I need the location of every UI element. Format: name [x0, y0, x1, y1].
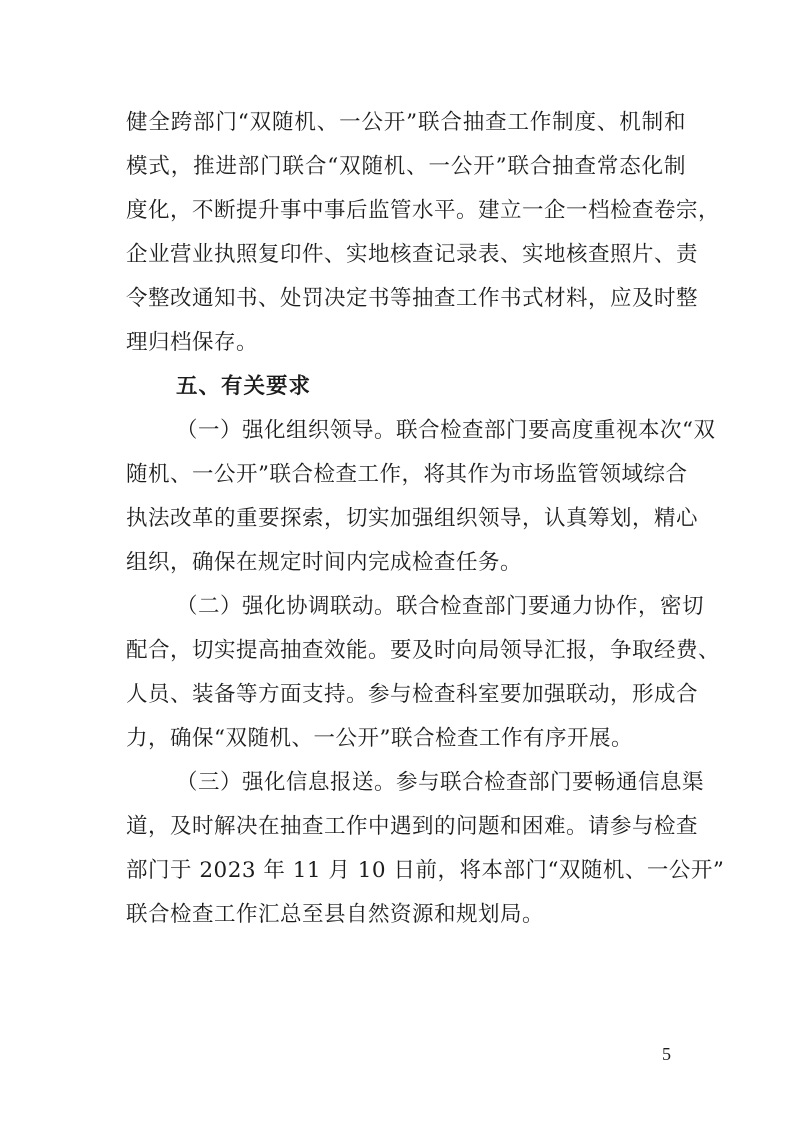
text-line: 人员、装备等方面支持。参与检查科室要加强联动，形成合	[126, 682, 699, 707]
text-line: （二）强化协调联动。联合检查部门要通力协作，密切	[176, 594, 705, 619]
text-line: （三）强化信息报送。参与联合检查部门要畅通信息渠	[176, 770, 705, 795]
text-line: 联合检查工作汇总至县自然资源和规划局。	[126, 902, 545, 927]
text-line: （一）强化组织领导。联合检查部门要高度重视本次“双	[176, 418, 716, 443]
text-line: 模式，推进部门联合“双随机、一公开”联合抽查常态化制	[126, 154, 686, 179]
text-line: 随机、一公开”联合检查工作，将其作为市场监管领域综合	[126, 462, 688, 487]
text-line: 企业营业执照复印件、实地核查记录表、实地核查照片、责	[126, 242, 699, 267]
section-heading: 五、有关要求	[176, 374, 312, 399]
page-number: 5	[662, 1044, 671, 1064]
text-line: 部门于 2023 年 11 月 10 日前，将本部门“双随机、一公开”	[126, 858, 725, 883]
text-line: 理归档保存。	[126, 330, 259, 355]
text-line: 度化，不断提升事中事后监管水平。建立一企一档检查卷宗，	[126, 198, 721, 223]
text-line: 令整改通知书、处罚决定书等抽查工作书式材料，应及时整	[126, 286, 699, 311]
text-line: 力，确保“双随机、一公开”联合检查工作有序开展。	[126, 726, 633, 751]
text-line: 配合，切实提高抽查效能。要及时向局领导汇报，争取经费、	[126, 638, 721, 663]
text-line: 道，及时解决在抽查工作中遇到的问题和困难。请参与检查	[126, 814, 699, 839]
text-line: 健全跨部门“双随机、一公开”联合抽查工作制度、机制和	[126, 110, 686, 135]
text-line: 组织，确保在规定时间内完成检查任务。	[126, 550, 523, 575]
text-line: 执法改革的重要探索，切实加强组织领导，认真筹划，精心	[126, 506, 699, 531]
